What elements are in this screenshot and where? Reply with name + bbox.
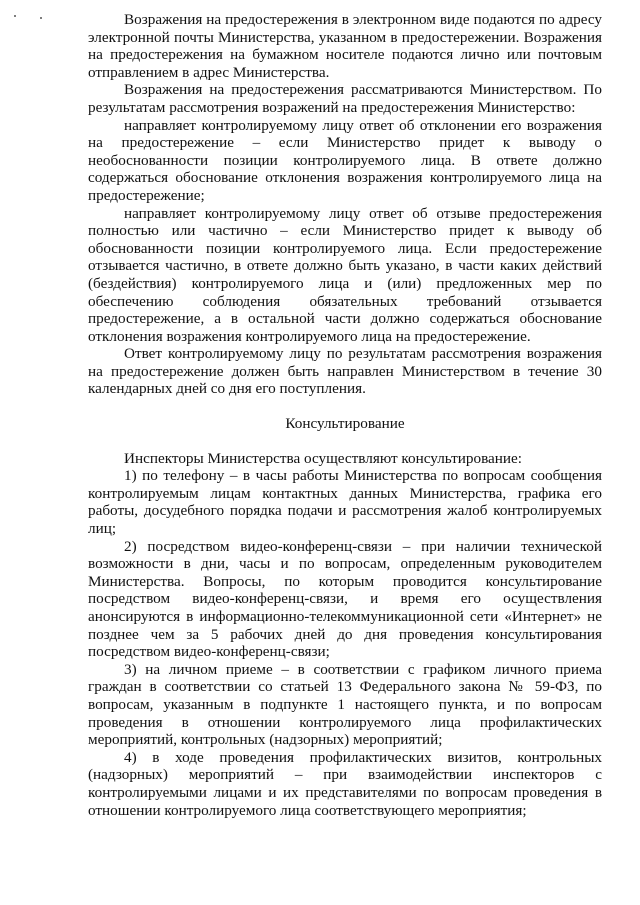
paragraph-rejection-response: направляет контролируемому лицу ответ об отклонении его возражения на предостережение – если Министерство придет к выводу о необоснованности позиции контролируемого лица. В ответе должно содержаться обоснование отклонения возражения контролируемого лица на предостережение; (88, 116, 602, 204)
paragraph-consulting-intro: Инспекторы Министерства осуществляют консультирование: (124, 449, 523, 467)
list-item-preventive-visits: 4) в ходе проведения профилактических визитов, контрольных (надзорных) мероприятий – при взаимодействии инспекторов с контролируемыми лицами и их представителями по вопросам проведения в отношении контролируемого лица соответствующего мероприятия; (88, 748, 602, 819)
document-body (88, 11, 602, 819)
section-heading: Консультирование (285, 415, 405, 433)
paragraph-withdrawal-response: направляет контролируемому лицу ответ об отзыве предостережения полностью или частично – если Министерство придет к выводу об обоснованности позиции контролируемого лица. Если предостережение отзывается частично, в ответе должно быть указано, в части каких действий (бездействия) контролируемого лица и (или) предложенных мер по обеспечению соблюдения обязательных требований отзывается предостережение, а в остальной части должно содержаться обоснование отклонения возражения контролируемого лица на предостережение. (88, 204, 602, 345)
list-item-personal-reception: 3) на личном приеме – в соответствии с графиком личного приема граждан в соответствии со статьей 13 Федерального закона № 59-ФЗ, по вопросам, указанным в подпункте 1 настоящего пункта, и по вопросам проведения в отношении контролируемого лица профилактических мероприятий, контрольных (надзорных) мероприятий; (88, 660, 602, 749)
list-item-video-conference: 2) посредством видео-конференц-связи – при наличии технической возможности в дни, часы и по вопросам, определенным руководителем Министерства. Вопросы, по которым проводится консультирование посредством видео-конференц-связи, и время его осуществления анонсируются в информационно-телекоммуникационной сети «Интернет» не позднее чем за 5 рабочих дней до дня проведения консультирования посредством видео-конференц-связи; (88, 537, 602, 661)
paragraph-objection-submission: Возражения на предостережения в электронном виде подаются по адресу электронной почты Министерства, указанном в предостережении. Возражения на предостережения на бумажном носителе подаются лично или почтовым отправлением в адрес Министерства. (88, 11, 602, 81)
scan-speck (40, 17, 42, 19)
paragraph-response-deadline: Ответ контролируемому лицу по результатам рассмотрения возражения на предостережение должен быть направлен Министерством в течение 30 календарных дней со дня его поступления. (88, 345, 602, 398)
list-item-phone: 1) по телефону – в часы работы Министерства по вопросам сообщения контролируемым лицам контактных данных Министерства, графика его работы, досудебного порядка подачи и рассмотрения жалоб контролируемых лиц; (88, 467, 602, 538)
paragraph-objection-review: Возражения на предостережения рассматриваются Министерством. По результатам рассмотрения возражений на предостережения Министерство: (88, 81, 602, 116)
scan-speck (14, 15, 16, 17)
